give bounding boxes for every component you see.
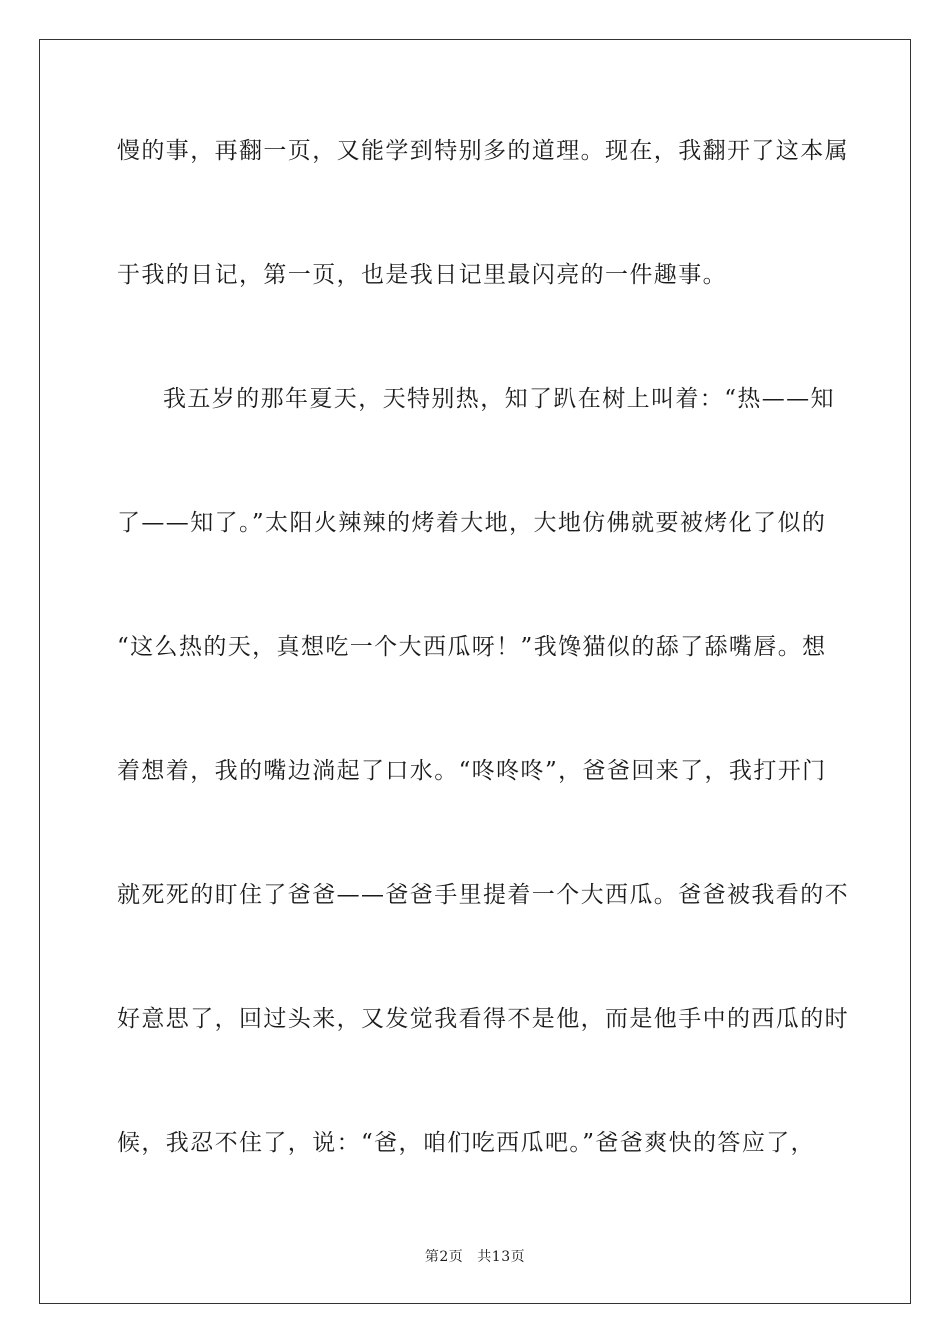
text-line: 慢的事，再翻一页，又能学到特别多的道理。现在，我翻开了这本属 bbox=[117, 138, 849, 164]
text-line: “这么热的天，真想吃一个大西瓜呀！”我馋猫似的舔了舔嘴唇。想 bbox=[117, 634, 827, 660]
text-line: 了——知了。”太阳火辣辣的烤着大地，大地仿佛就要被烤化了似的 bbox=[117, 510, 827, 536]
text-line: 着想着，我的嘴边淌起了口水。“咚咚咚”，爸爸回来了，我打开门 bbox=[117, 758, 827, 784]
page-number: 第2页 bbox=[424, 1249, 464, 1265]
text-line: 于我的日记，第一页，也是我日记里最闪亮的一件趣事。 bbox=[117, 262, 727, 288]
text-line: 就死死的盯住了爸爸——爸爸手里提着一个大西瓜。爸爸被我看的不 bbox=[117, 882, 849, 908]
paragraph-start-line: 我五岁的那年夏天，天特别热，知了趴在树上叫着：“热——知 bbox=[163, 386, 835, 412]
text-line: 候，我忍不住了，说：“爸，咱们吃西瓜吧。”爸爸爽快的答应了， bbox=[117, 1130, 816, 1156]
page-footer bbox=[0, 1248, 950, 1266]
text-line: 好意思了，回过头来，又发觉我看得不是他，而是他手中的西瓜的时 bbox=[117, 1006, 849, 1032]
page-border bbox=[39, 39, 911, 1304]
page-total: 共13页 bbox=[477, 1249, 526, 1265]
